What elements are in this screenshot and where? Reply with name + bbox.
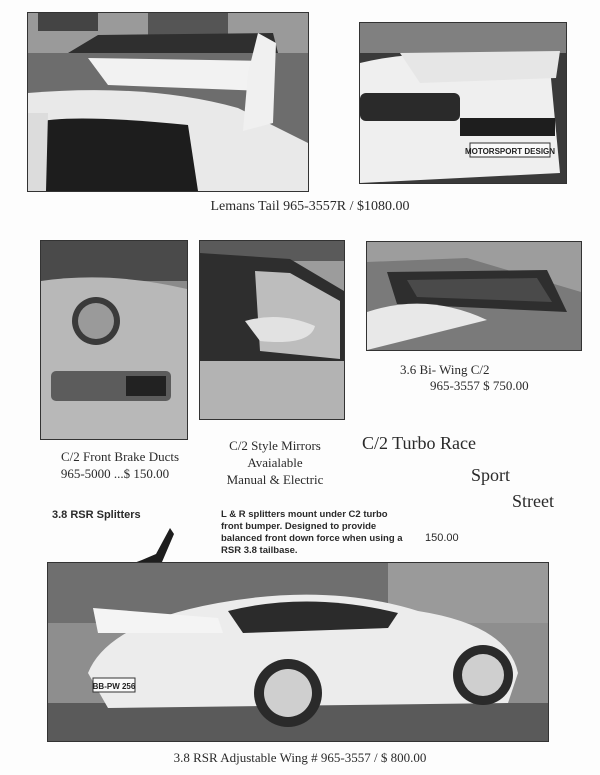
caption-mirrors-line1: C/2 Style Mirrors [229,438,321,453]
photo-bi-wing [366,241,582,351]
caption-brake-ducts-line2: 965-5000 ...$ 150.00 [60,466,170,481]
badge-text: MOTORSPORT DESIGN [464,147,556,156]
caption-mirrors-line3: Manual & Electric [226,472,324,487]
caption-rsr-adjustable-wing: 3.8 RSR Adjustable Wing # 965-3557 / $ 800.00 [173,750,427,765]
caption-bi-wing-line2: 965-3557 $ 750.00 [430,378,529,393]
photo-front-brake-ducts [40,240,188,440]
photo-rsr-adjustable-wing [47,562,549,742]
photo-lemans-tail-side [27,12,309,192]
caption-brake-ducts-line1: C/2 Front Brake Ducts [60,449,180,464]
license-plate: BB-PW 256 [92,682,136,691]
splitters-title: 3.8 RSR Splitters [52,509,141,521]
heading-street: Street [512,491,554,511]
heading-turbo-race: C/2 Turbo Race [362,433,477,453]
splitters-desc-4: RSR 3.8 tailbase. [221,545,298,556]
splitters-desc-3: balanced front down force when using a [221,533,403,544]
caption-bi-wing-line1: 3.6 Bi- Wing C/2 [400,362,490,377]
splitters-price: 150.00 [425,532,459,544]
heading-sport: Sport [471,465,511,485]
photo-c2-mirrors [199,240,345,420]
splitters-desc-1: L & R splitters mount under C2 turbo [221,509,388,520]
splitters-desc-2: front bumper. Designed to provide [221,521,377,532]
photo-lemans-tail-rear [359,22,567,184]
caption-mirrors-line2: Avaialable [247,455,303,470]
caption-lemans-tail: Lemans Tail 965-3557R / $1080.00 [210,199,410,214]
